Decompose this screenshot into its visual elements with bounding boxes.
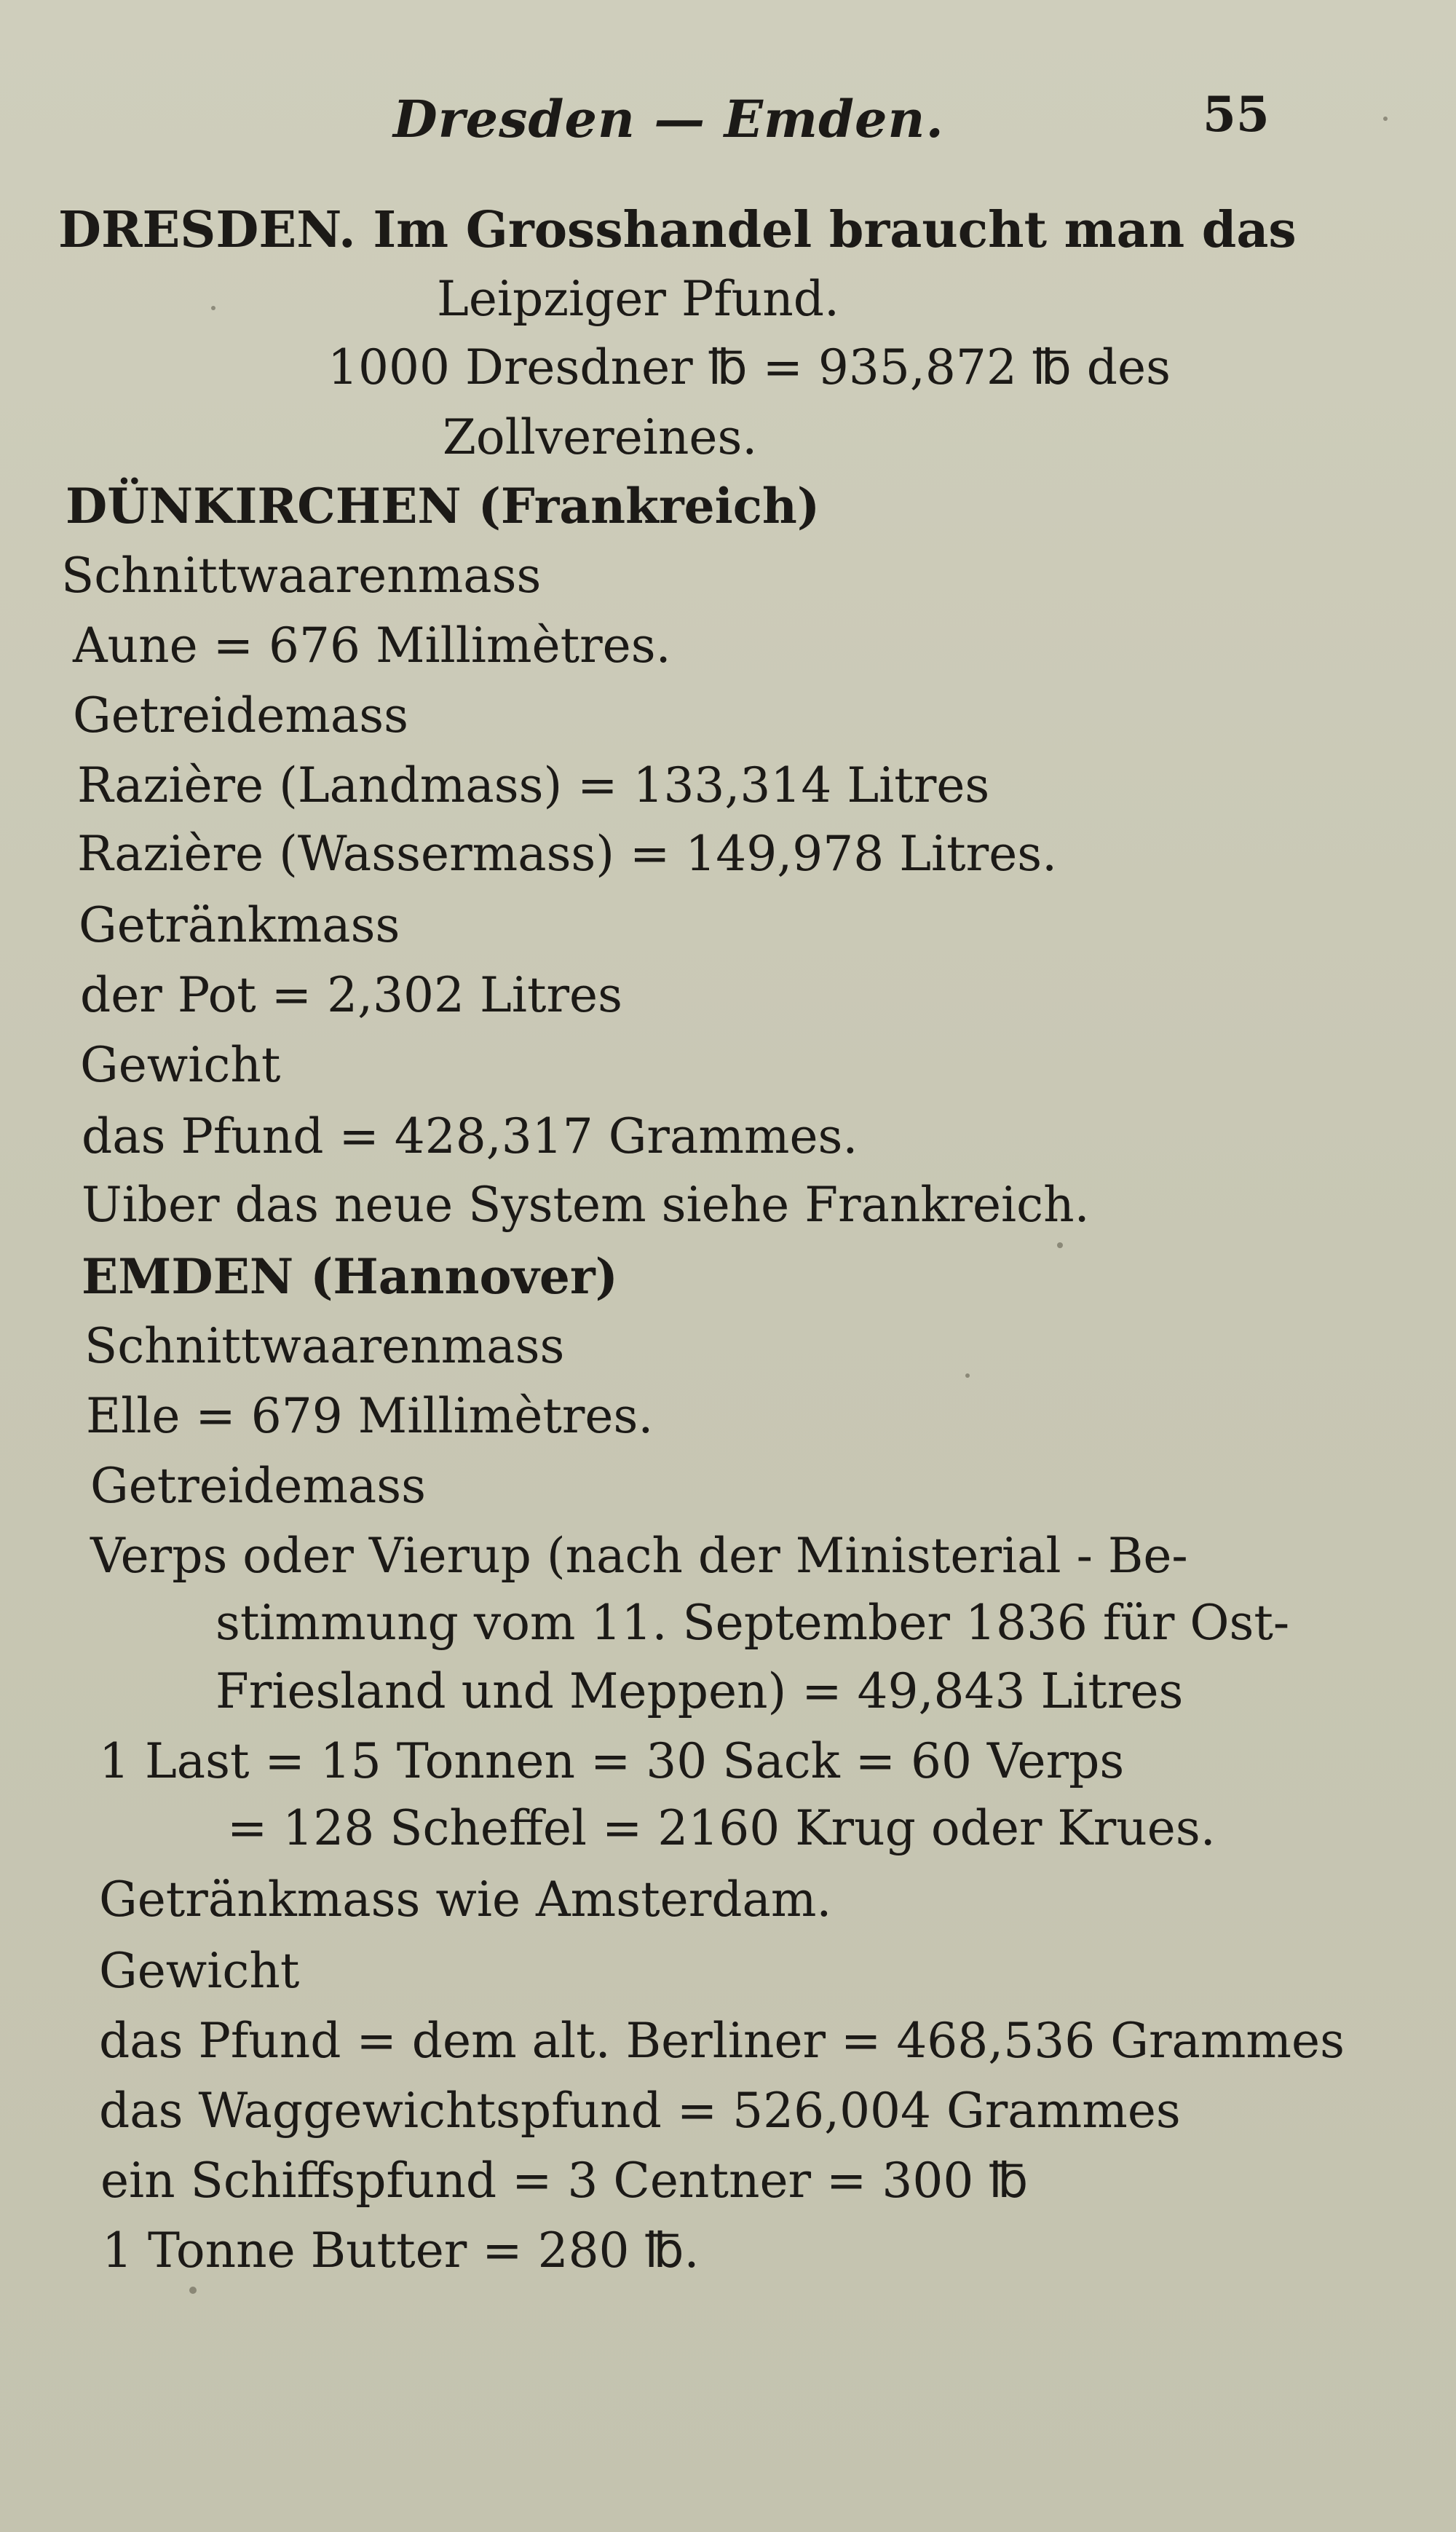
text-line: Getränkmass wie Amsterdam. [99,1872,832,1928]
text-line: Getreidemass [90,1458,427,1514]
paper-speck [965,1373,970,1378]
text-line: Getränkmass [79,897,400,953]
text-line: 1 Tonne Butter = 280 ℔. [102,2223,700,2279]
running-title: Dresden — Emden. [393,89,944,149]
text-line: Razière (Wassermass) = 149,978 Litres. [77,826,1058,882]
text-line: = 128 Scheffel = 2160 Krug oder Krues. [227,1800,1216,1856]
text-line: Zollvereines. [443,409,758,465]
text-line: Elle = 679 Millimètres. [86,1388,654,1444]
text-line: Getreidemass [73,687,409,744]
text-line: Gewicht [80,1037,281,1093]
paper-speck [1383,117,1388,121]
text-line: 1 Last = 15 Tonnen = 30 Sack = 60 Verps [99,1733,1125,1789]
text-line: 1000 Dresdner ℔ = 935,872 ℔ des [328,339,1171,395]
text-line: EMDEN (Hannover) [82,1248,618,1305]
text-line: Schnittwaarenmass [61,548,542,604]
text-line: Schnittwaarenmass [84,1318,565,1374]
text-line: Razière (Landmass) = 133,314 Litres [77,757,990,813]
text-line: das Pfund = 428,317 Grammes. [82,1108,858,1164]
text-line: das Waggewichtspfund = 526,004 Grammes [99,2083,1181,2139]
text-line: Friesland und Meppen) = 49,843 Litres [215,1663,1184,1719]
text-line: DÜNKIRCHEN (Frankreich) [66,478,820,535]
paper-speck [211,306,215,310]
text-line: Aune = 676 Millimètres. [73,618,671,674]
text-line: Gewicht [99,1943,300,1999]
text-line: Verps oder Vierup (nach der Ministerial - Be- [90,1528,1188,1584]
text-line: das Pfund = dem alt. Berliner = 468,536 Grammes [99,2013,1345,2069]
page-number: 55 [1203,86,1270,143]
text-line: DRESDEN. Im Grosshandel braucht man das [58,201,1297,259]
text-line: der Pot = 2,302 Litres [80,967,622,1023]
paper-speck [1057,1242,1063,1248]
text-line: stimmung vom 11. September 1836 für Ost- [215,1595,1290,1651]
paper-speck [189,2287,197,2294]
text-line: Leipziger Pfund. [437,271,840,327]
text-line: ein Schiffspfund = 3 Centner = 300 ℔ [100,2153,1029,2209]
text-line: Uiber das neue System siehe Frankreich. [82,1177,1090,1233]
